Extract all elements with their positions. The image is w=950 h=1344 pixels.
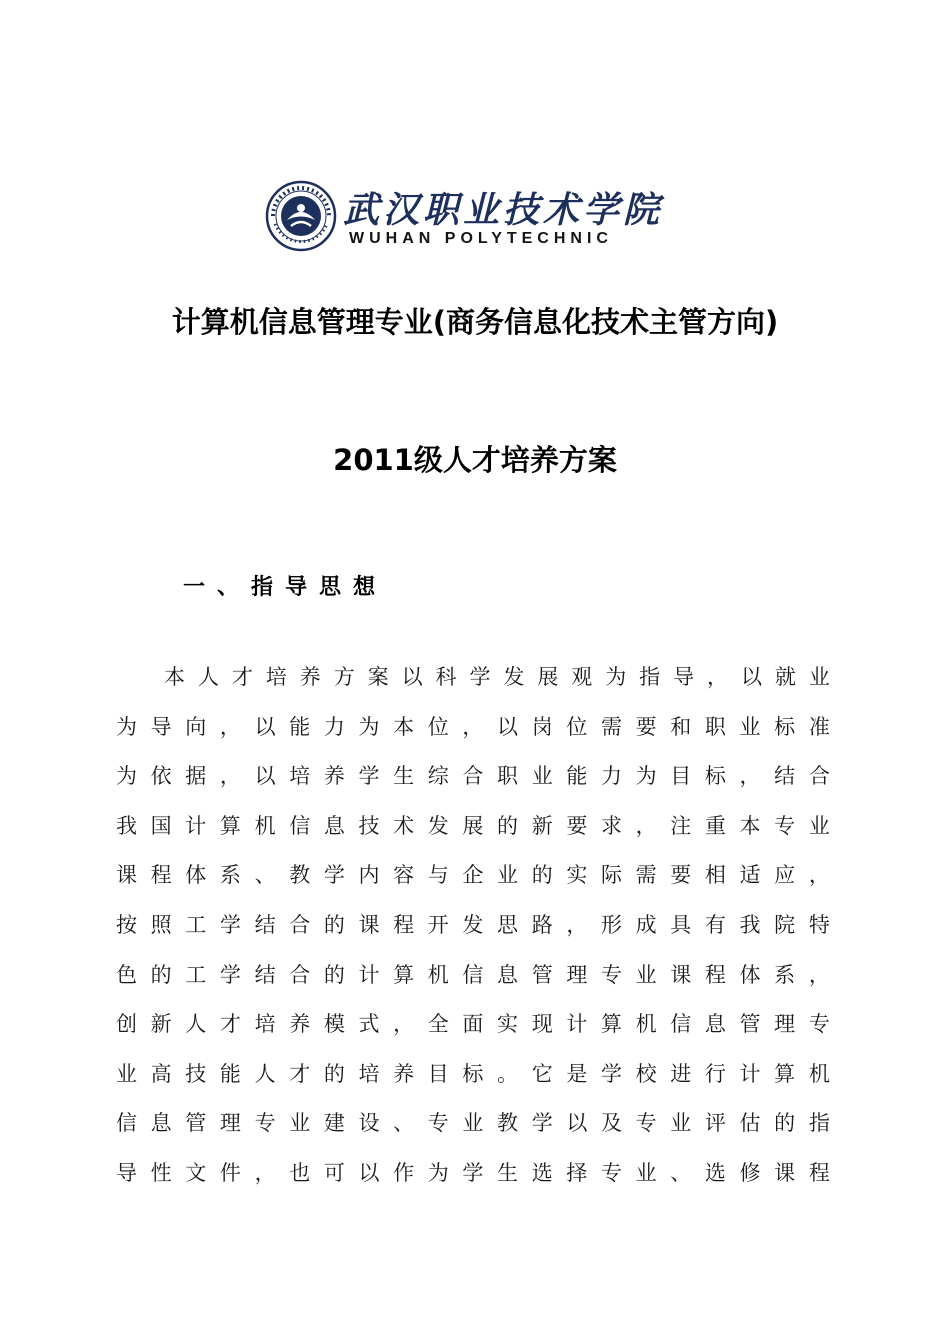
body-line: 课 程 体 系 、 教 学 内 容 与 企 业 的 实 际 需 要 相 适 应 ， bbox=[116, 863, 830, 888]
document-title: 计算机信息管理专业(商务信息化技术主管方向) bbox=[171, 305, 779, 339]
body-paragraph bbox=[116, 662, 830, 1208]
body-line: 业 高 技 能 人 才 的 培 养 目 标 。 它 是 学 校 进 行 计 算 机 bbox=[116, 1061, 830, 1086]
body-line: 按 照 工 学 结 合 的 课 程 开 发 思 路 ， 形 成 具 有 我 院 特 bbox=[116, 912, 830, 937]
document-subtitle: 2011级人才培养方案 bbox=[333, 443, 617, 477]
body-line: 色 的 工 学 结 合 的 计 算 机 信 息 管 理 专 业 课 程 体 系 ， bbox=[116, 962, 830, 987]
body-line: 为 依 据 ， 以 培 养 学 生 综 合 职 业 能 力 为 目 标 ， 结 合 bbox=[116, 764, 830, 789]
body-line: 本 人 才 培 养 方 案 以 科 学 发 展 观 为 指 导 ， 以 就 业 bbox=[164, 665, 830, 689]
body-line: 导 性 文 件 ， 也 可 以 作 为 学 生 选 择 专 业 、 选 修 课 程 bbox=[116, 1160, 830, 1185]
section-heading: 一、指导思想 bbox=[183, 575, 388, 600]
body-line: 信 息 管 理 专 业 建 设 、 专 业 教 学 以 及 专 业 评 估 的 指 bbox=[116, 1111, 830, 1136]
logo-english-name: WUHAN POLYTECHNIC bbox=[349, 230, 613, 247]
school-seal-icon bbox=[265, 180, 337, 252]
school-logo bbox=[265, 180, 675, 252]
body-line: 为 导 向 ， 以 能 力 为 本 位 ， 以 岗 位 需 要 和 职 业 标 准 bbox=[116, 714, 830, 739]
body-line: 我 国 计 算 机 信 息 技 术 发 展 的 新 要 求 ， 注 重 本 专 业 bbox=[116, 813, 830, 838]
body-line: 创 新 人 才 培 养 模 式 ， 全 面 实 现 计 算 机 信 息 管 理 专 bbox=[116, 1012, 830, 1037]
logo-chinese-name: 武汉职业技术学院 bbox=[343, 189, 664, 231]
